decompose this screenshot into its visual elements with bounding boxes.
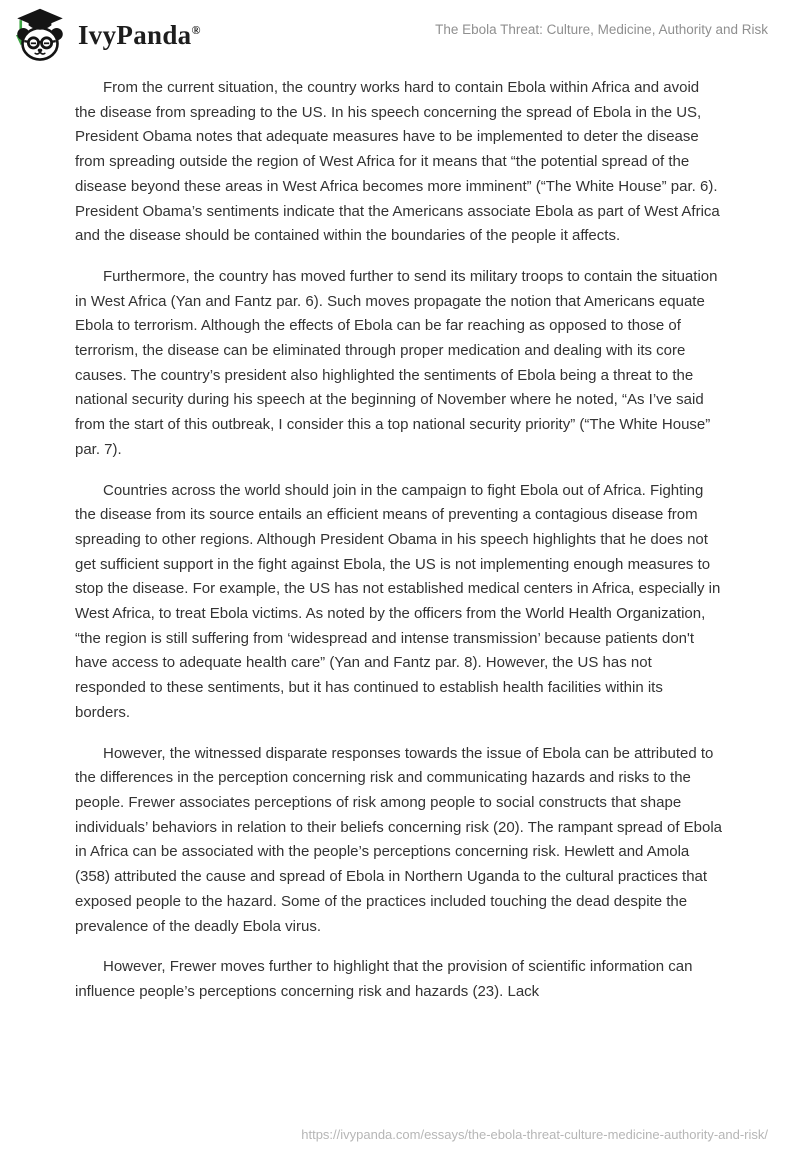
source-url: https://ivypanda.com/essays/the-ebola-threat-culture-medicine-authority-and-risk/ bbox=[301, 1127, 768, 1142]
page-footer bbox=[301, 1127, 768, 1142]
essay-paragraph-1: From the current situation, the country works hard to contain Ebola within Africa and avoid the disease from spreading to the US. In his speech concerning the spread of Ebola in the US, President Obama notes that adequate measures have to be implemented to deter the disease from spreading outside the region of West Africa for it means that “the potential spread of the disease beyond these areas in West Africa becomes more imminent” (“The White House” par. 6). President Obama’s sentiments indicate that the Americans associate Ebola as part of West Africa and the disease should be contained within the boundaries of the people it affects. bbox=[75, 79, 720, 245]
essay-paragraph-4: However, the witnessed disparate responses towards the issue of Ebola can be attributed to the differences in the perception concerning risk and communicating hazards and risks to the people. Frewer associates perceptions of risk among people to social constructs that shape individuals’ behaviors in relation to their beliefs concerning risk (20). The rampant spread of Ebola in Africa can be associated with the people’s perceptions concerning risk. Hewlett and Amola (358) attributed the cause and spread of Ebola in Northern Uganda to the cultural practices that exposed people to the hazard. Some of the practices included touching the dead despite the prevalence of the deadly Ebola virus. bbox=[75, 744, 723, 935]
brand bbox=[12, 6, 201, 64]
essay-body bbox=[0, 64, 800, 1005]
brand-name bbox=[78, 19, 201, 50]
brand-wordmark: IvyPanda bbox=[78, 19, 192, 50]
document-title: The Ebola Threat: Culture, Medicine, Authority and Risk bbox=[435, 22, 768, 37]
essay-paragraph-5: However, Frewer moves further to highlight that the provision of scientific information can influence people’s perceptions concerning risk and hazards (23). Lack bbox=[75, 958, 693, 1000]
panda-graduate-icon bbox=[12, 7, 68, 63]
essay-paragraph-3: Countries across the world should join in the campaign to fight Ebola out of Africa. Fighting the disease from its source entails an efficient means of preventing a contagious disease from spreading to other regions. Although President Obama in his speech highlights that he does not get sufficient support in the fight against Ebola, the US is not implementing enough measures to stop the disease. For example, the US has not established medical centers in Africa, especially in West Africa, to treat Ebola victims. As noted by the officers from the World Health Organization, “the region is still suffering from ‘widespread and intense transmission’ because patients don't have access to adequate health care” (Yan and Fantz par. 8). However, the US has not responded to these sentiments, but it has continued to establish health facilities within its borders. bbox=[75, 481, 721, 721]
registered-mark: ® bbox=[191, 22, 201, 37]
essay-paragraph-2: Furthermore, the country has moved further to send its military troops to contain the situation in West Africa (Yan and Fantz par. 6). Such moves propagate the notion that Americans equate Ebola to terrorism. Although the effects of Ebola can be far reaching as opposed to those of terrorism, the disease can be eliminated through proper medication and dealing with its core causes. The country’s president also highlighted the sentiments of Ebola being a threat to the national security during his speech at the beginning of November where he noted, “As I’ve said from the start of this outbreak, I consider this a top national security priority” (“The White House” par. 7). bbox=[75, 267, 718, 458]
page-header bbox=[0, 0, 800, 64]
